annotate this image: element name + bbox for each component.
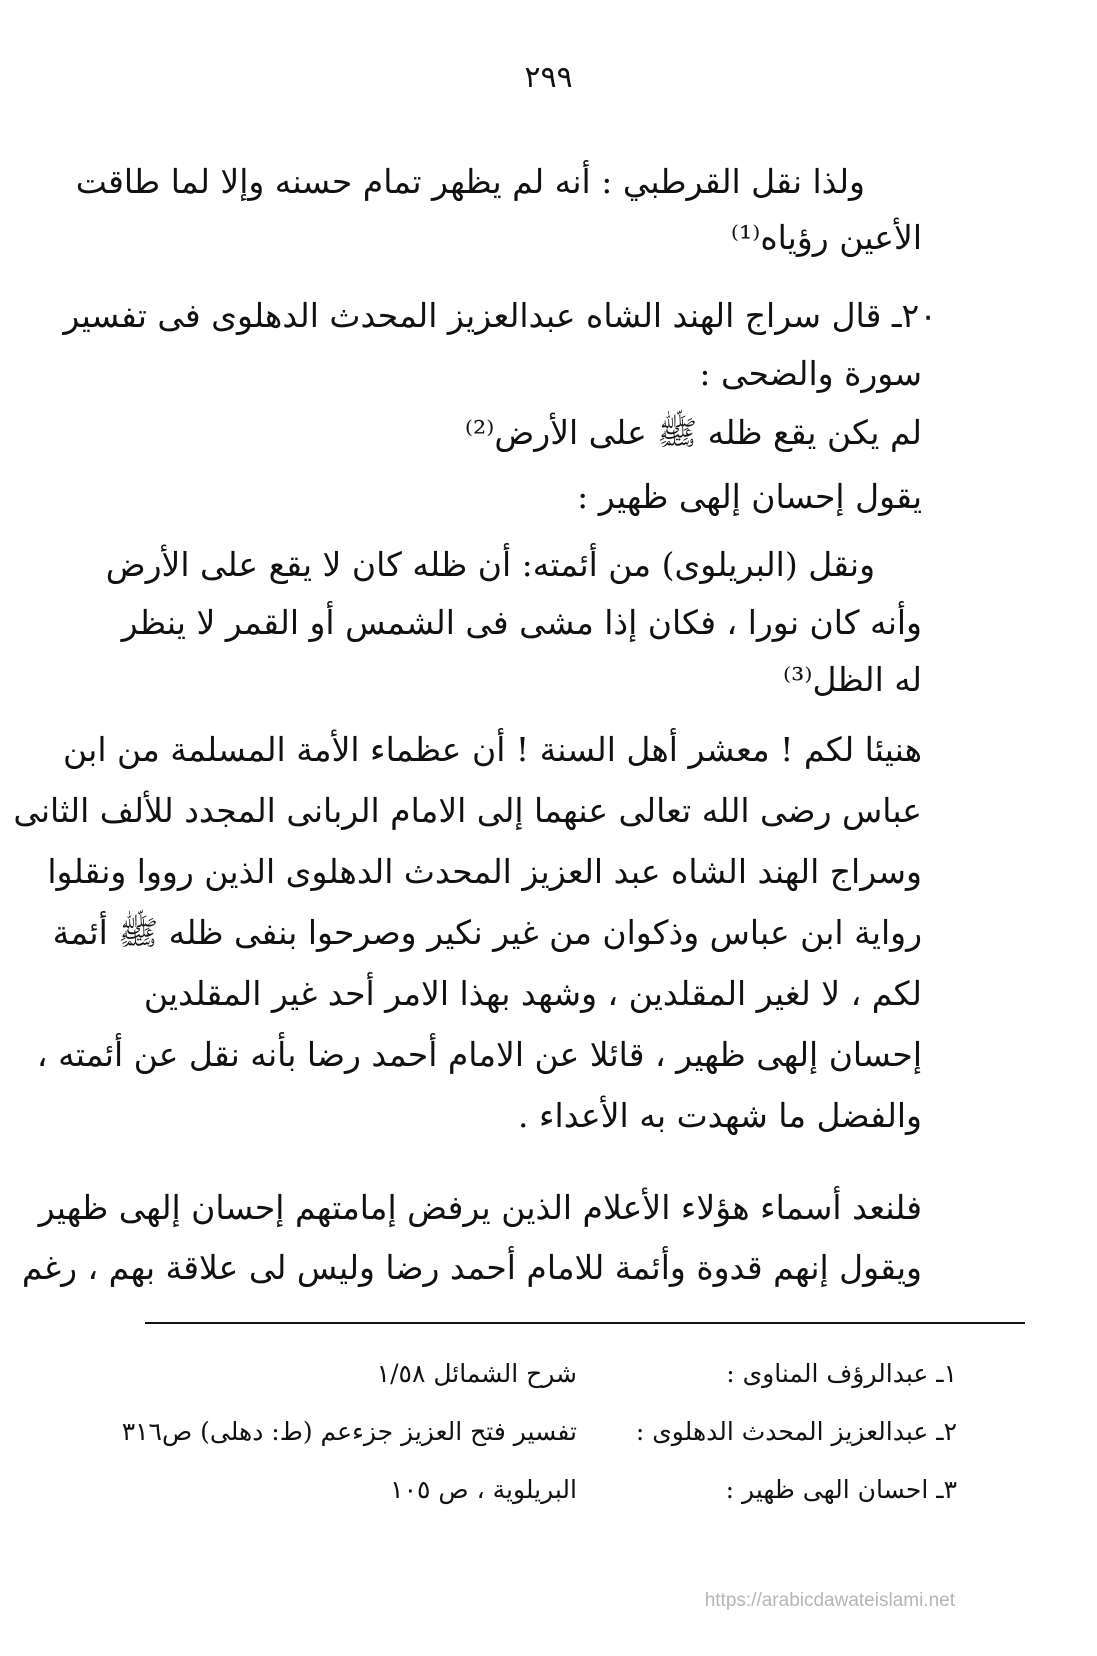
footnote-source: البريلوية ، ص ١٠٥ <box>390 1475 577 1504</box>
footnote-source: شرح الشمائل ١/٥٨ <box>376 1359 577 1388</box>
body-line: فلنعد أسماء هؤلاء الأعلام الذين يرفض إمامتهم إحسان إلهى ظهير <box>38 1188 922 1227</box>
body-line: والفضل ما شهدت به الأعداء . <box>518 1096 922 1135</box>
footnote-author: ٣ـ احسان الهى ظهير : <box>725 1475 957 1504</box>
body-line: عباس رضى الله تعالى عنهما إلى الامام الربانى المجدد للألف الثانى <box>13 791 922 830</box>
quote-line: لم يكن يقع ظله ﷺ على الأرض⁽²⁾ <box>464 413 922 452</box>
watermark-url: https://arabicdawateislami.net <box>704 1590 955 1611</box>
footnote-author: ٢ـ عبدالعزيز المحدث الدهلوى : <box>635 1417 957 1446</box>
body-line: ولذا نقل القرطبي : أنه لم يظهر تمام حسنه وإلا لما طاقت <box>75 162 865 201</box>
quote-line: ونقل (البريلوى) من أئمته: أن ظله كان لا يقع على الأرض <box>105 545 875 584</box>
page-number: ٢٩٩ <box>524 60 573 95</box>
body-line: ٢٠ـ قال سراج الهند الشاه عبدالعزيز المحدث الدهلوى فى تفسير <box>63 296 937 335</box>
body-line: إحسان إلهى ظهير ، قائلا عن الامام أحمد رضا بأنه نقل عن أئمته ، <box>36 1035 922 1074</box>
body-line: الأعين رؤياه⁽¹⁾ <box>730 218 922 257</box>
body-line: رواية ابن عباس وذكوان من غير نكير وصرحوا بنفى ظله ﷺ أئمة <box>52 913 922 952</box>
footnote-author: ١ـ عبدالرؤف المناوى : <box>726 1359 957 1388</box>
body-line: سورة والضحى : <box>699 354 922 393</box>
body-line: ويقول إنهم قدوة وأئمة للامام أحمد رضا وليس لى علاقة بهم ، رغم <box>21 1248 922 1287</box>
footnote-divider <box>145 1322 1025 1324</box>
body-line: يقول إحسان إلهى ظهير : <box>577 477 922 516</box>
body-line: لكم ، لا لغير المقلدين ، وشهد بهذا الامر أحد غير المقلدين <box>143 974 922 1013</box>
quote-line: وأنه كان نورا ، فكان إذا مشى فى الشمس أو القمر لا ينظر <box>121 603 922 642</box>
footnote-source: تفسير فتح العزيز جزءعم (ط: دهلى) ص٣١٦ <box>121 1417 577 1446</box>
body-line: هنيئا لكم ! معشر أهل السنة ! أن عظماء الأمة المسلمة من ابن <box>63 730 922 769</box>
quote-line: له الظل⁽³⁾ <box>783 660 922 699</box>
body-line: وسراج الهند الشاه عبد العزيز المحدث الدهلوى الذين رووا ونقلوا <box>47 852 922 891</box>
